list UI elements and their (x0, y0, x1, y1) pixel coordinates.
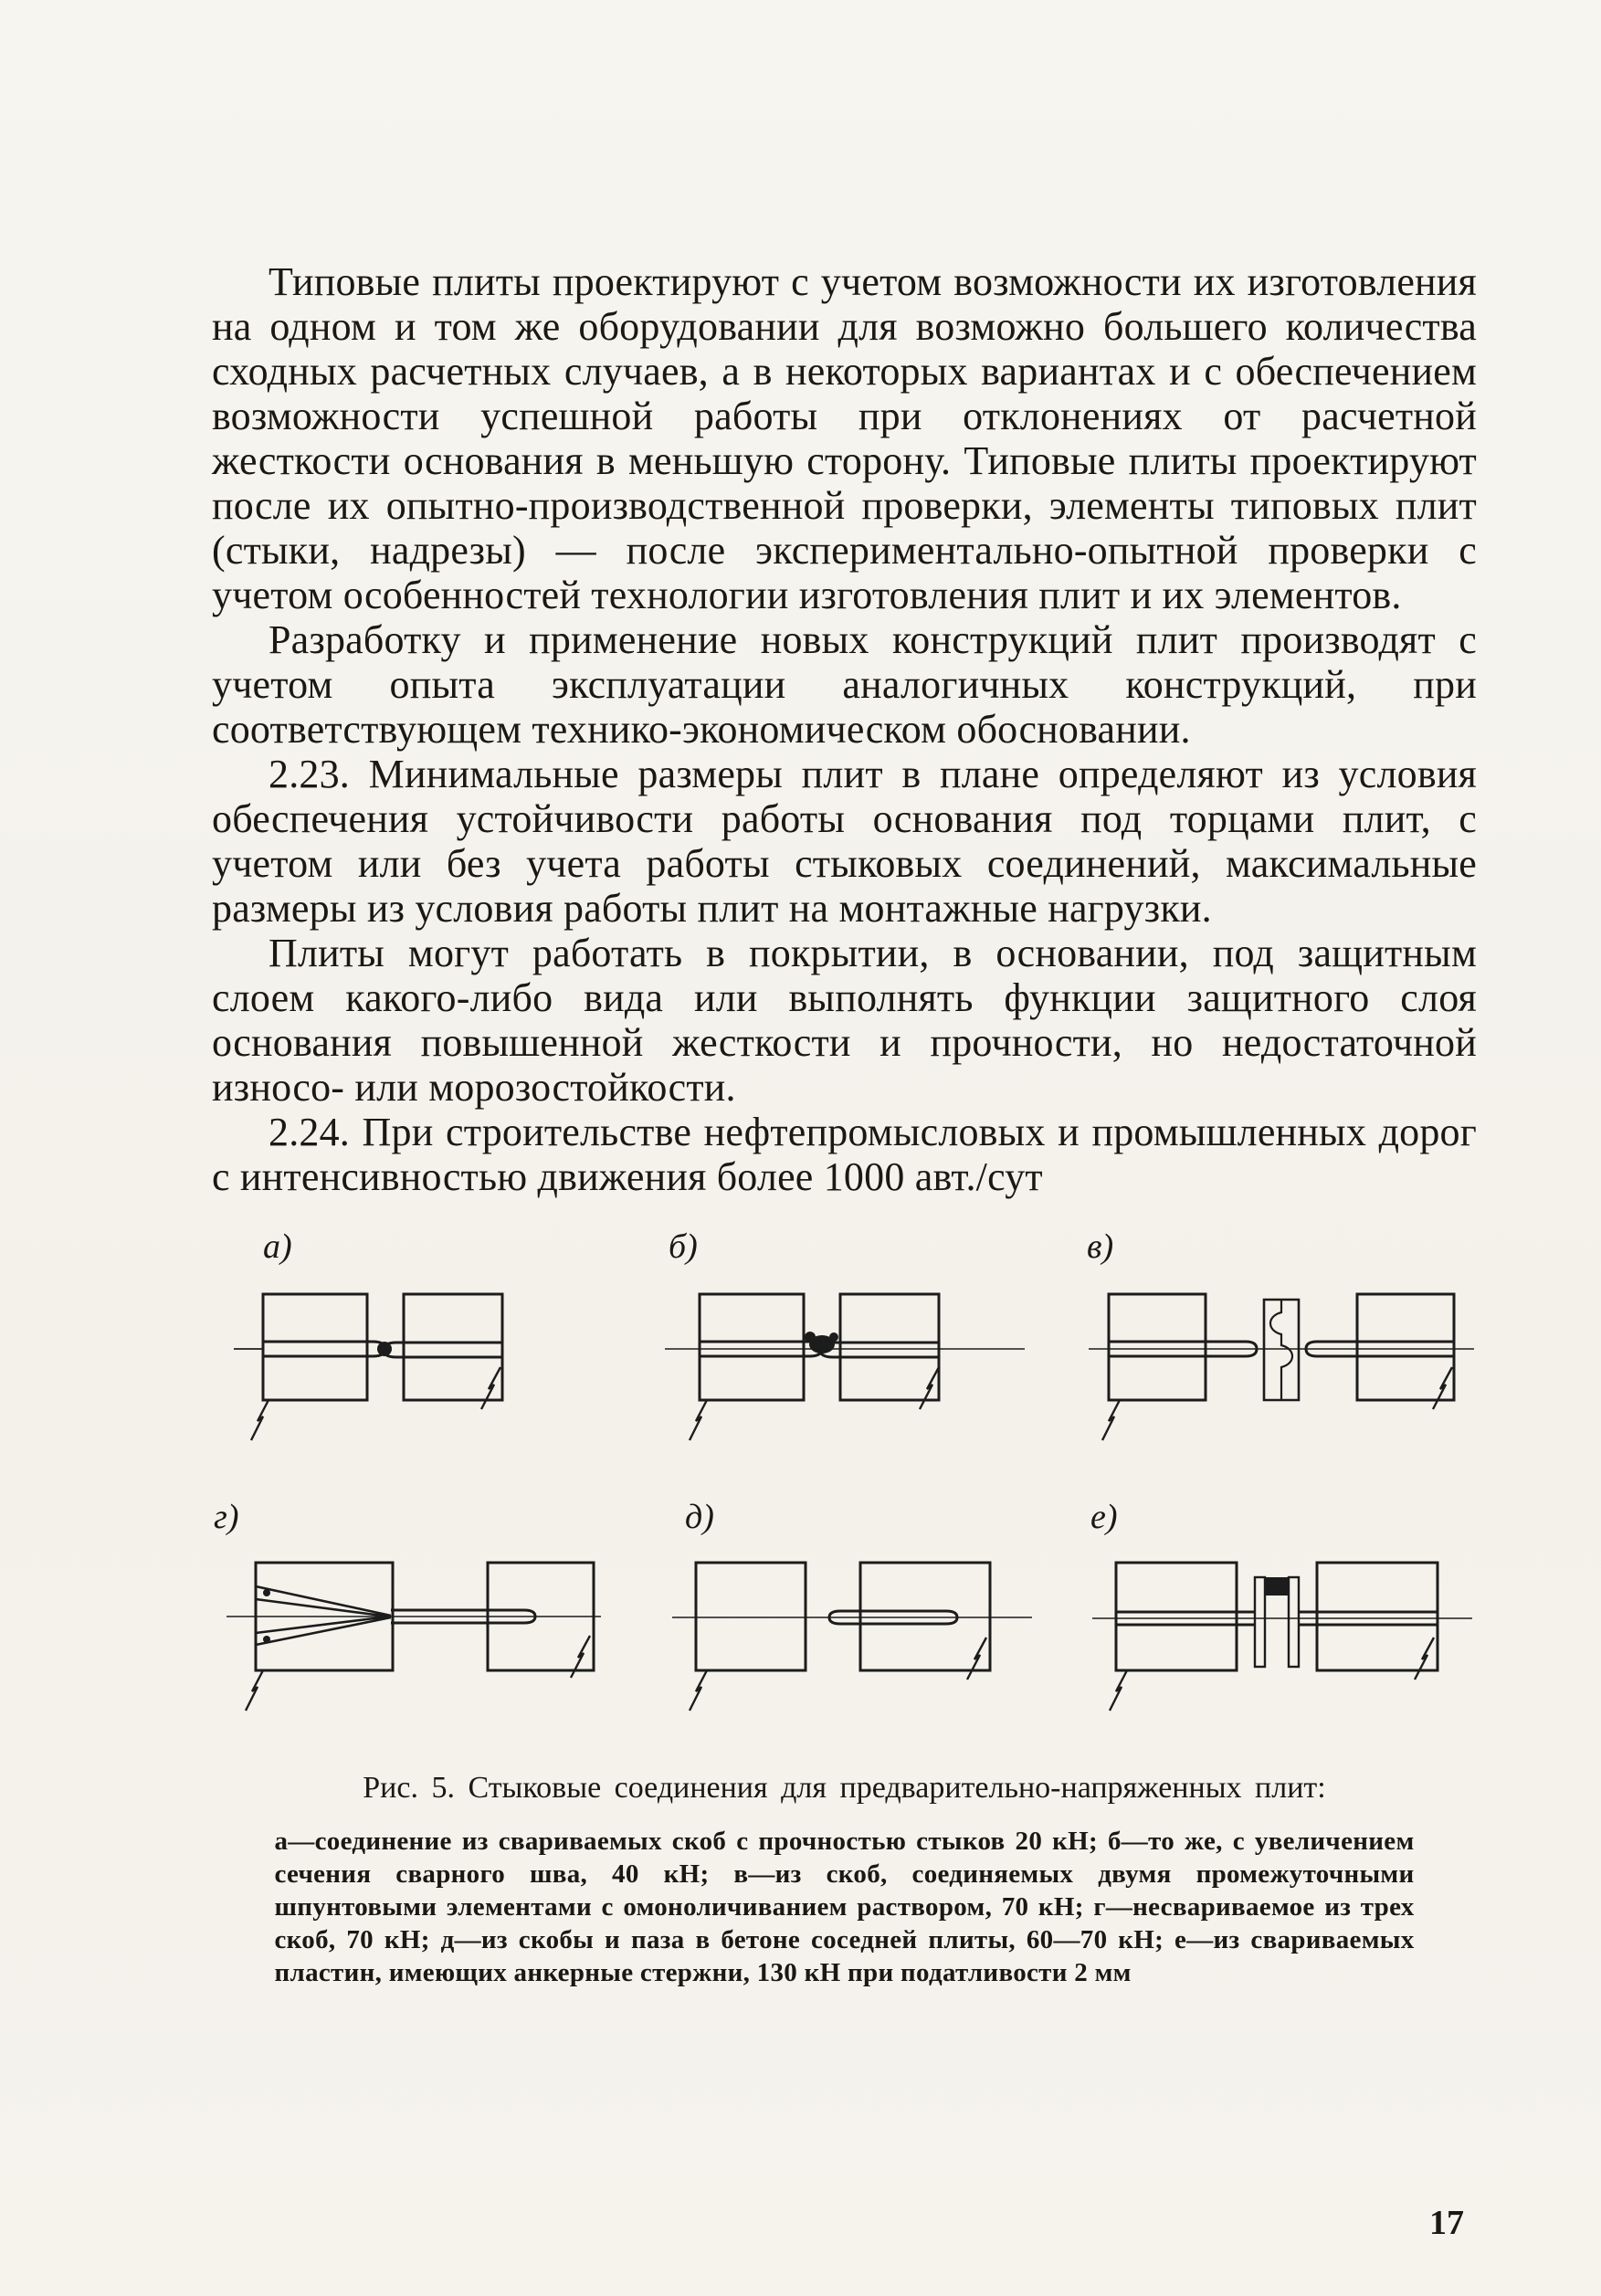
page-number: 17 (1429, 2204, 1464, 2242)
figure-caption (212, 1767, 1477, 1989)
weld-dot (377, 1342, 392, 1356)
three-staple-joint-diagram-g (212, 1543, 605, 1739)
enlarged-weld-joint-diagram-b (648, 1272, 1041, 1469)
joint-diagrams-grid (212, 1227, 1478, 1740)
diagram-label-e: е) (1090, 1498, 1118, 1536)
left-plate (1255, 1577, 1265, 1667)
figure-caption-title: Рис. 5. Стыковые соединения для предварительно-напряженных плит: (363, 1771, 1326, 1805)
paragraph-5-clause-2-24: 2.24. При строительстве нефтепромысловых и промышленных дорог с интенсивностью движения более 1000 авт./сут (212, 1110, 1477, 1199)
diagram-cell-g (212, 1498, 605, 1740)
figure-caption-detail: а—соединение из свариваемых скоб с прочностью стыков 20 кН; б—то же, с увеличением сечения сварного шва, 40 кН; в—из скоб, соединяемых двумя промежуточными шпунтовыми элементами с омоноличиванием раствором, 70 кН; г—несвариваемое из трех скоб, 70 кН; д—из скобы и паза в бетоне соседней плиты, 60—70 кН; е—из свариваемых пластин, имеющих анкерные стержни, 130 кН при податливости 2 мм (274, 1827, 1415, 1987)
right-plate (1289, 1577, 1299, 1667)
diagram-label-b: б) (669, 1227, 698, 1266)
diagram-cell-v (1085, 1227, 1478, 1469)
paragraph-1: Типовые плиты проектируют с учетом возможности их изготовления на одном и том же оборудовании для возможно большего количества сходных расчетных случаев, а в некоторых вариантах и с обеспечением возможности успешной работы при отклонениях от расчетной жесткости основания в меньшую сторону. Типовые плиты проектируют после их опытно-производственной проверки, элементы типовых плит (стыки, надрезы) — после экспериментально-опытной проверки с учетом особенностей технологии изготовления плит и их элементов. (212, 259, 1477, 617)
diagram-cell-d (648, 1498, 1041, 1740)
diagram-label-v: в) (1087, 1227, 1114, 1266)
paragraph-2: Разработку и применение новых конструкций плит производят с учетом опыта эксплуатации аналогичных конструкций, при соответствующем технико-экономическом обосновании. (212, 617, 1477, 752)
welded-staple-joint-diagram-a (212, 1272, 605, 1469)
diagram-label-d: д) (685, 1498, 714, 1536)
diagram-label-g: г) (214, 1498, 239, 1536)
diagram-cell-b (648, 1227, 1041, 1469)
diagram-label-a: а) (263, 1227, 292, 1266)
diagram-cell-a (212, 1227, 605, 1469)
weld-fill (1265, 1577, 1289, 1596)
diagram-cell-e (1085, 1498, 1478, 1740)
welded-plates-joint-diagram-e (1085, 1543, 1478, 1739)
figure-5 (212, 1227, 1477, 1989)
paragraph-4: Плиты могут работать в покрытии, в основании, под защитным слоем какого-либо вида или выполнять функции защитного слоя основания повышенной жесткости и прочности, но недостаточной износо- или морозостойкости. (212, 931, 1477, 1110)
tongue-groove-joint-diagram-v (1085, 1272, 1478, 1469)
anchor-wedge (256, 1586, 391, 1645)
paragraph-3-clause-2-23: 2.23. Минимальные размеры плит в плане определяют из условия обеспечения устойчивости работы основания под торцами плит, с учетом или без учета работы стыковых соединений, максимальные размеры из условия работы плит на монтажные нагрузки. (212, 752, 1477, 931)
staple-and-slot-joint-diagram-d (648, 1543, 1041, 1739)
